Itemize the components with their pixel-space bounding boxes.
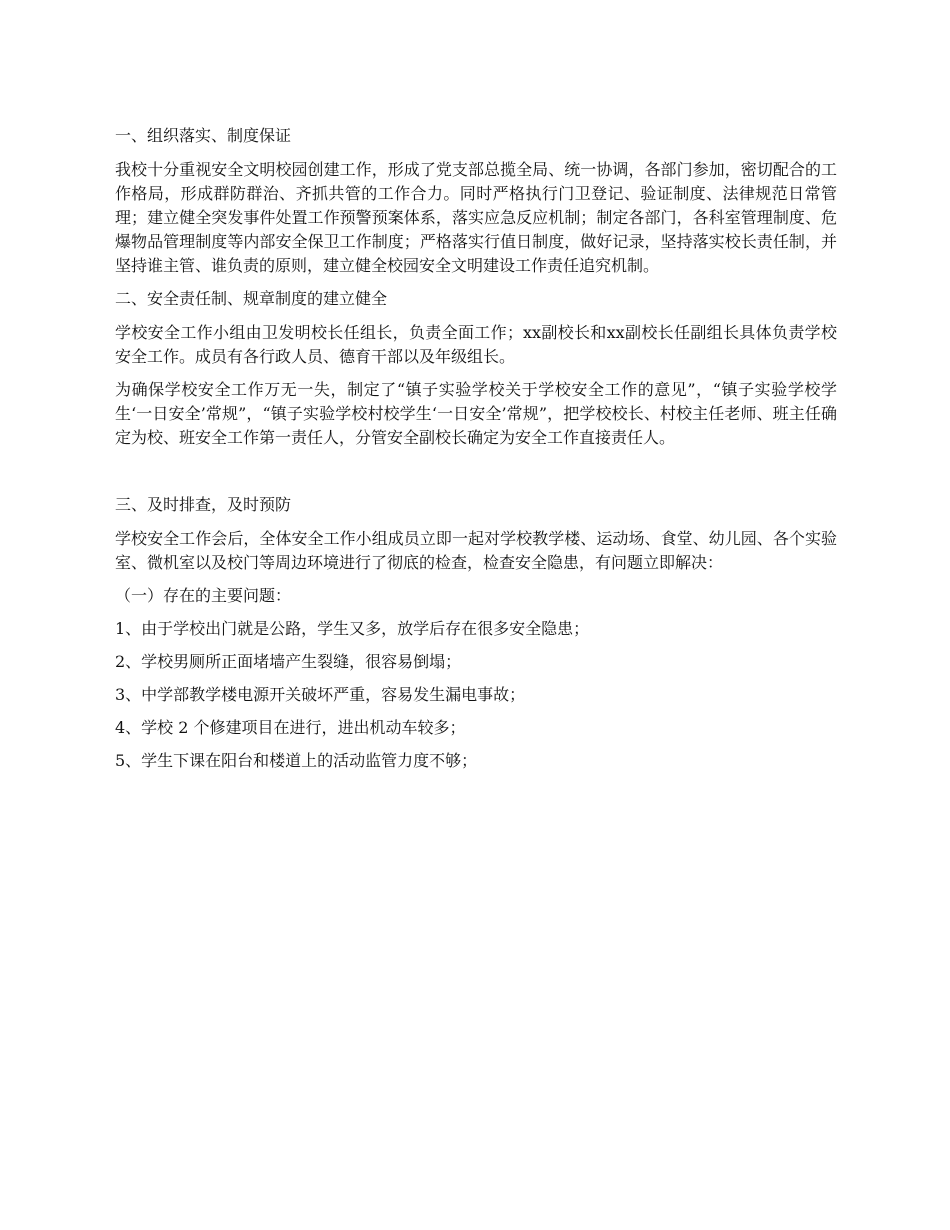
list-item-issue: 4、学校 2 个修建项目在进行，进出机动车较多；: [115, 718, 466, 737]
subsection-heading-issues: （一）存在的主要问题：: [115, 586, 292, 605]
section-heading-inspection: 三、及时排查，及时预防: [115, 495, 292, 514]
list-item-issue: 1、由于学校出门就是公路，学生又多，放学后存在很多安全隐患；: [115, 619, 590, 638]
list-item-issue: 5、学生下课在阳台和楼道上的活动监管力度不够；: [115, 751, 478, 770]
document-body: [115, 124, 837, 782]
list-item-issue: 3、中学部教学楼电源开关破坏严重，容易发生漏电事故；: [115, 685, 526, 704]
paragraph-inspection: 学校安全工作会后，全体安全工作小组成员立即一起对学校教学楼、运动场、食堂、幼儿园、各个实验室、微机室以及校门等周边环境进行了彻底的检查，检查安全隐患，有问题立即解决：: [115, 529, 837, 572]
paragraph-safety-team: 学校安全工作小组由卫发明校长任组长，负责全面工作；xx副校长和xx副校长任副组长具体负责学校安全工作。成员有各行政人员、德育干部以及年级组长。: [115, 323, 837, 366]
paragraph-safety-rules: 为确保学校安全工作万无一失，制定了“镇子实验学校关于学校安全工作的意见”，“镇子实验学校学生‘一日安全’常规”，“镇子实验学校村校学生‘一日安全’常规”，把学校校长、村校主任老师、班主任确定为校、班安全工作第一责任人，分管安全副校长确定为安全工作直接责任人。: [115, 380, 837, 447]
section-heading-responsibility: 二、安全责任制、规章制度的建立健全: [115, 289, 388, 308]
section-heading-organization: 一、组织落实、制度保证: [115, 126, 292, 145]
list-item-issue: 2、学校男厕所正面堵墙产生裂缝，很容易倒塌；: [115, 652, 462, 671]
paragraph-organization: 我校十分重视安全文明校园创建工作，形成了党支部总揽全局、统一协调，各部门参加，密切配合的工作格局，形成群防群治、齐抓共管的工作合力。同时严格执行门卫登记、验证制度、法律规范日常管理；建立健全突发事件处置工作预警预案体系，落实应急反应机制；制定各部门，各科室管理制度、危爆物品管理制度等内部安全保卫工作制度；严格落实行值日制度，做好记录，坚持落实校长责任制，并坚持谁主管、谁负责的原则，建立健全校园安全文明建设工作责任追究机制。: [115, 160, 837, 275]
section-spacer: [115, 459, 837, 493]
